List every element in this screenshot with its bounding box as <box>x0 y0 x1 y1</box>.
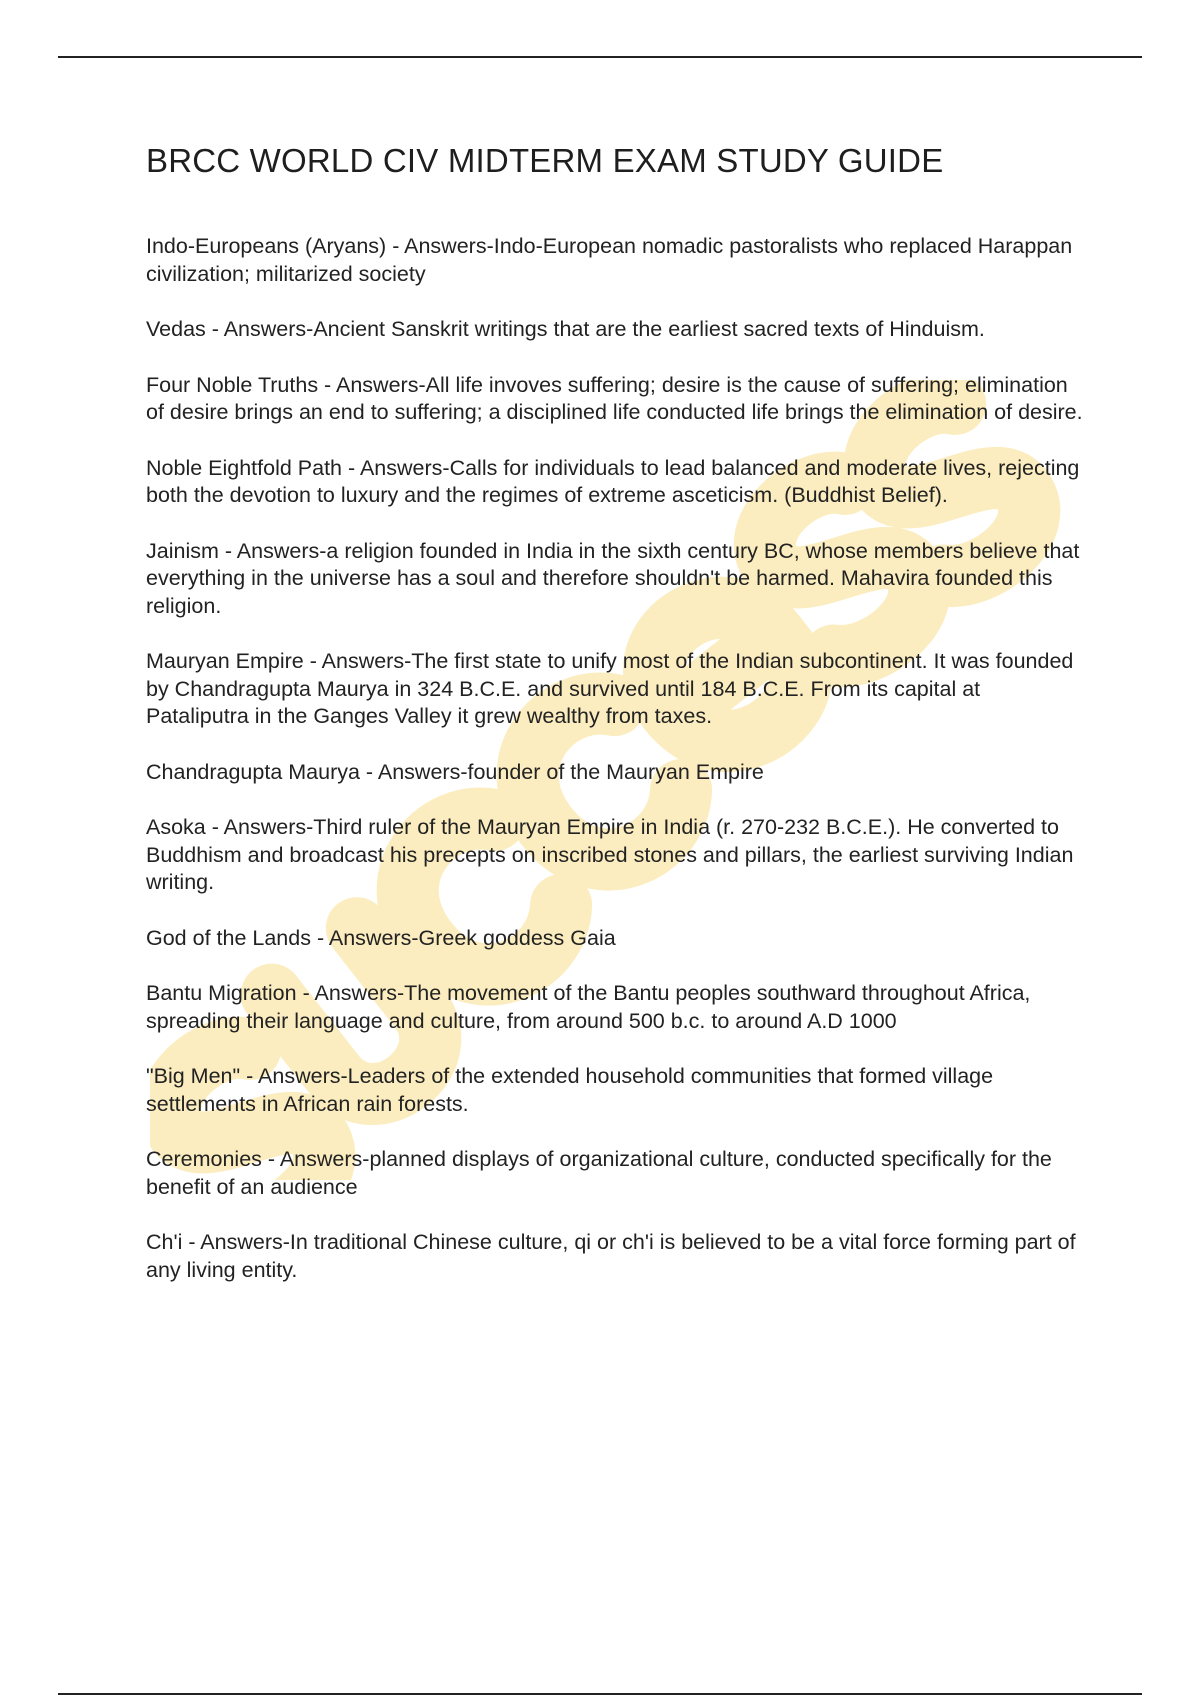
entry-separator: - Answers- <box>359 759 468 784</box>
entry-separator: - Answers- <box>205 815 314 839</box>
entry-term: Noble Eightfold Path <box>146 455 343 480</box>
entry-term: Asoka <box>146 815 206 839</box>
entry-answer: Third ruler of the Mauryan Empire in India (r. 270-232 B.C.E.). He converted to Buddhism and broadcast his precepts on inscribed stones and pillars, the earliest surviving Indian writing. <box>146 815 1074 894</box>
entry-separator: - Answers- <box>240 1064 348 1088</box>
entry-answer: The movement of the Bantu peoples southward throughout Africa, spreading their language and culture, from around 500 b.c. to around A.D 1000 <box>146 981 1031 1033</box>
entry-answer: Indo-European nomadic pastoralists who replaced Harappan civilization; militarized society <box>146 234 1073 286</box>
entry <box>146 538 1086 621</box>
document-title: BRCC WORLD CIV MIDTERM EXAM STUDY GUIDE <box>146 142 944 179</box>
entry-term: Jainism <box>146 538 219 563</box>
entry <box>146 814 1086 897</box>
entry-separator: - Answers- <box>318 372 426 397</box>
top-rule <box>58 56 1142 58</box>
entry-answer: planned displays of organizational culture, conducted specifically for the benefit of an audience <box>146 1147 1052 1199</box>
entry-separator: - Answers- <box>303 649 412 673</box>
entry <box>146 925 1086 953</box>
entry-term: Ch'i <box>146 1230 183 1254</box>
entry-term: Chandragupta Maurya <box>146 759 360 784</box>
bottom-rule <box>58 1693 1142 1695</box>
entry-separator: - Answers- <box>218 538 327 563</box>
entry-separator: - Answers- <box>296 981 405 1005</box>
entry-answer: Leaders of the extended household communities that formed village settlements in African rain forests. <box>146 1064 994 1116</box>
entry <box>146 980 1086 1035</box>
entry-answer: a religion founded in India in the sixth century BC, whose members believe that everything in the universe has a soul and therefore shouldn't be harmed. Mahavira founded this religion. <box>146 538 1080 618</box>
entry-answer: Calls for individuals to lead balanced and moderate lives, rejecting both the devotion to luxury and the regimes of extreme asceticism. (Buddhist Belief). <box>146 455 1080 507</box>
entry-separator: - Answers- <box>205 317 314 341</box>
entry <box>146 372 1086 427</box>
entry <box>146 1063 1086 1118</box>
entry-answer: Ancient Sanskrit writings that are the earliest sacred texts of Hinduism. <box>313 317 985 341</box>
entry <box>146 455 1086 510</box>
entry <box>146 233 1086 288</box>
entry-answer: All life invoves suffering; desire is the cause of suffering; elimination of desire brings an end to suffering; a disciplined life conducted life brings the elimination of desire. <box>146 372 1083 424</box>
entry-separator: - Answers- <box>182 1230 290 1254</box>
entry <box>146 316 1086 344</box>
entry-list <box>146 233 1086 1284</box>
entry <box>146 648 1086 731</box>
entry-answer: In traditional Chinese culture, qi or ch'i is believed to be a vital force forming part of any living entity. <box>146 1230 1076 1282</box>
entry-answer: founder of the Mauryan Empire <box>467 759 764 784</box>
entry-term: Ceremonies <box>146 1147 262 1171</box>
entry-separator: - Answers- <box>386 234 494 258</box>
entry <box>146 759 1086 787</box>
entry-term: Bantu Migration <box>146 981 297 1005</box>
entry-separator: - Answers- <box>261 1147 370 1171</box>
entry-term: "Big Men" <box>146 1064 241 1088</box>
entry <box>146 1146 1086 1201</box>
entry-term: God of the Lands <box>146 925 311 950</box>
entry-term: Four Noble Truths <box>146 372 319 397</box>
entry-separator: - Answers- <box>310 925 419 950</box>
document-body <box>146 142 1086 1312</box>
entry-term: Mauryan Empire <box>146 649 304 673</box>
entry-term: Vedas <box>146 317 206 341</box>
entry-term: Indo-Europeans (Aryans) <box>146 234 387 258</box>
entry <box>146 1229 1086 1284</box>
entry-separator: - Answers- <box>342 455 450 480</box>
entry-answer: The first state to unify most of the Indian subcontinent. It was founded by Chandragupta Maurya in 324 B.C.E. and survived until 184 B.C.E. From its capital at Pataliputra in the Ganges Valley it grew wealthy from taxes. <box>146 649 1074 728</box>
entry-answer: Greek goddess Gaia <box>418 925 616 950</box>
